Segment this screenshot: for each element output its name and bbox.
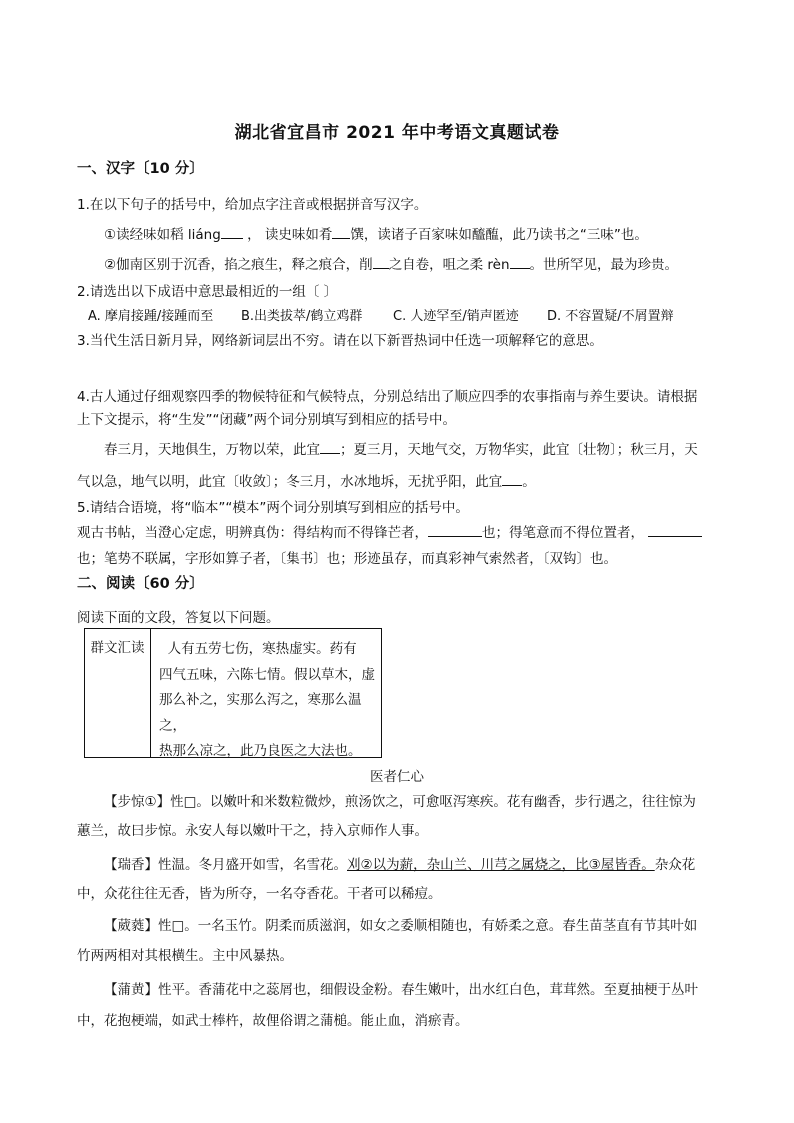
q1-s1-part-c: 馔，读诸子百家味如醯醢，此乃读书之“三味”也。 [350,227,648,243]
q1-s2-part-a: ②伽南区别于沉香，掐之痕生，释之痕合，削 [104,257,373,273]
q2-option-a[interactable]: A. 摩肩接踵/接踵而至 [88,309,214,324]
section1-heading: 一、汉字〔10 分〕 [77,161,204,177]
blank-line[interactable] [332,225,350,239]
q5-stem: 5.请结合语境，将“临本”“模本”两个词分别填写到相应的括号中。 [77,500,469,516]
q2-options [88,308,674,326]
section2-heading: 二、阅读〔60 分〕 [77,576,204,592]
para2-underlined-sentence: 刈②以为薪，杂山兰、川芎之属烧之，比③屋皆香。 [347,857,655,873]
table-text [159,637,383,765]
para2-line-2: 中，众花往往无香，皆为所夺，一名夺香花。干者可以稀痘。 [77,886,442,902]
q4-stem-line-2: 上下文提示，将“生发”“闭藏”两个词分别填写到相应的括号中。 [77,412,456,428]
q4-passage-line-2 [77,472,536,491]
section2-intro: 阅读下面的文段，答复以下问题。 [77,610,280,626]
para2-part-c: 杂众花 [654,857,696,873]
table-text-line: 那么补之，实那么泻之，寒那么温之， [159,692,362,734]
blank-line[interactable] [648,523,702,537]
para4-line-2: 中，花抱梗端，如武士棒杵，故俚俗谓之蒲槌。能止血，消瘀青。 [77,1013,469,1029]
blank-line[interactable] [373,255,389,269]
blank-line[interactable] [320,440,340,454]
q4-stem-line-1: 4.古人通过仔细观察四季的物候特征和气候特点，分别总结出了顺应四季的农事指南与养生要诀。请根据 [77,389,698,405]
q2-option-c[interactable]: C. 人迹罕至/销声匿迹 [393,309,519,324]
q4-passage-line-1 [104,440,698,459]
para2-part-a: 【瑞香】性温。冬月盛开如雪，名雪花。 [104,857,347,873]
q1-stem: 1.在以下句子的括号中，给加点字注音或根据拼音写汉字。 [77,197,428,213]
blank-line[interactable] [502,472,522,486]
table-text-line: 人有五劳七伤，寒热虚实。药有 [159,641,357,657]
q5-passage-line-1 [77,523,702,542]
q5-passage-line-2: 也；笔势不联属，字形如算子者，〔集书〕也；形迹虽存，而真彩神气索然者，〔双钩〕也。 [77,551,617,567]
table-text-line: 四气五味，六陈七情。假以草木，虚 [159,666,375,683]
blank-line[interactable] [428,523,482,537]
q3-stem: 3.当代生活日新月异，网络新词层出不穷。请在以下新晋热词中任选一项解释它的意思。 [77,333,603,349]
q1-sentence-1 [104,225,648,244]
q1-sentence-2 [104,255,678,274]
q4-p1-part-b: ；夏三月，天地气交，万物华实，此宜〔壮物〕；秋三月，天 [340,442,698,458]
passage-title: 医者仁心 [370,769,424,785]
blank-line[interactable] [510,255,530,269]
q1-s1-part-b: ， 读史味如肴 [247,227,333,243]
para2-line-1 [104,856,695,874]
q2-option-b[interactable]: B.出类拔萃/鹤立鸡群 [241,309,363,324]
q4-p1-part-a: 春三月，天地俱生，万物以荣，此宜 [104,442,320,458]
q4-p2-part-b: 。 [522,474,536,490]
table-label: 群文汇读 [85,629,151,757]
page-title: 湖北省宜昌市 2021 年中考语文真题试卷 [234,123,560,143]
q2-option-d[interactable]: D. 不容置疑/不屑置辩 [547,309,674,324]
q5-p1-part-b: 也；得笔意而不得位置者， [482,525,644,541]
blank-line[interactable] [221,225,243,239]
para3-line-2: 竹两两相对其根横生。主中风暴热。 [77,948,293,964]
para3-line-1: 【葳蕤】性□。一名玉竹。阴柔而质滋润，如女之委顺相随也，有娇柔之意。春生苗茎直有节其叶如 [104,918,698,934]
q2-stem: 2.请选出以下成语中意思最相近的一组〔 〕 [77,284,338,300]
q4-p2-part-a: 气以急，地气以明，此宜〔收敛〕；冬三月，水冰地坼，无扰乎阳，此宜 [77,474,503,490]
para1-line-1: 【步惊①】性□。以嫩叶和米数粒微炒，煎汤饮之，可愈呕泻寒疾。花有幽香，步行遇之，往往惊为 [104,794,696,810]
reading-table [84,628,382,758]
para4-line-1: 【蒲黄】性平。香蒲花中之蕊屑也，细假设金粉。春生嫩叶，出水红白色，茸茸然。至夏抽梗于丛叶 [104,982,698,998]
q5-p1-part-a: 观古书帖，当澄心定虑，明辨真伪：得结构而不得锋芒者， [77,525,428,541]
q1-s1-part-a: ①读经味如稻 liáng [104,227,221,243]
q1-s2-part-b: 之自卷，咀之柔 rèn [388,257,510,273]
para1-line-2: 蕙兰，故曰步惊。永安人每以嫩叶干之，持入京师作人事。 [77,823,428,839]
table-text-line: 热那么凉之，此乃良医之大法也。 [159,743,362,759]
q1-s2-part-c: 。世所罕见，最为珍贵。 [529,257,679,273]
